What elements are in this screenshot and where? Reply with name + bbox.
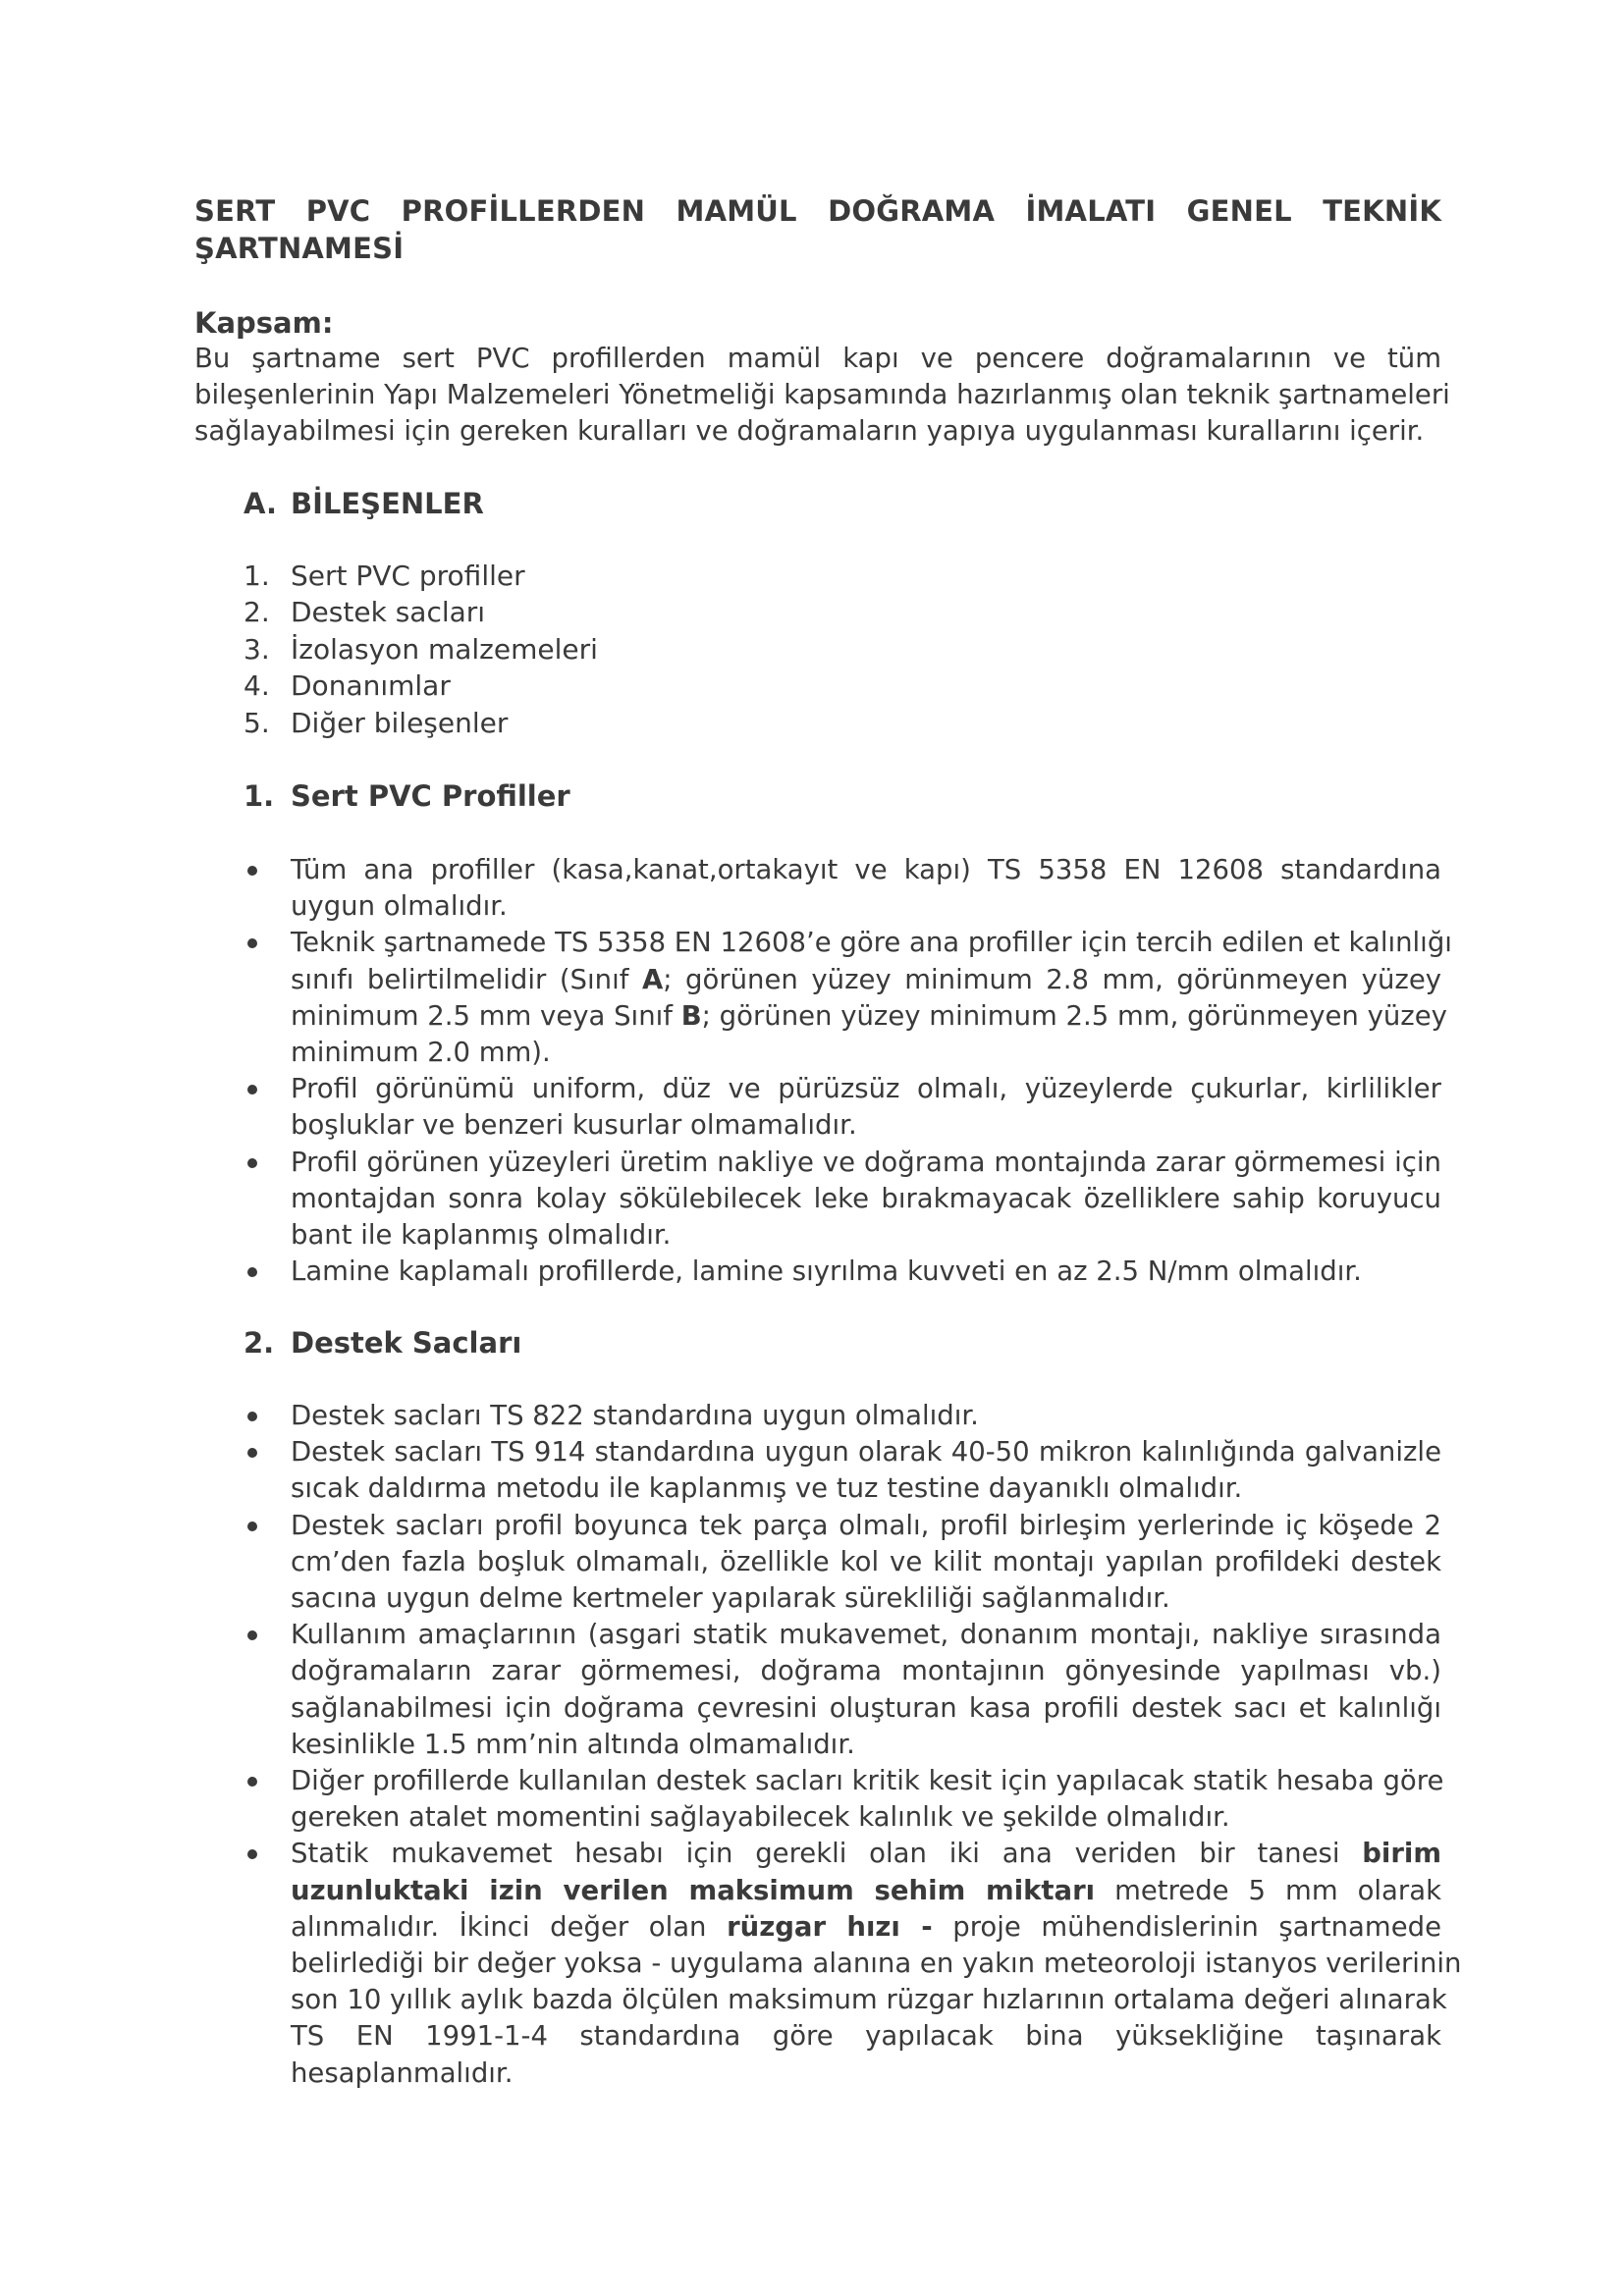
bullet-item bbox=[194, 925, 1452, 1071]
bullet-line: montajdan sonra kolay sökülebilecek leke bırakmayacak özelliklere sahip koruyucu bbox=[291, 1182, 1441, 1214]
bullet-item bbox=[194, 852, 1441, 925]
list-number: 3. bbox=[244, 632, 270, 666]
list-label: Destek sacları bbox=[291, 596, 486, 629]
section-1-title: Sert PVC Profiller bbox=[291, 779, 570, 813]
bullet-icon bbox=[247, 1412, 257, 1421]
list-label: İzolasyon malzemeleri bbox=[291, 632, 598, 666]
list-item bbox=[244, 705, 598, 741]
scope-paragraph bbox=[194, 341, 1450, 450]
section-1-heading bbox=[244, 777, 570, 815]
bullet-line: Destek sacları TS 914 standardına uygun olarak 40-50 mikron kalınlığında galvanizle bbox=[291, 1436, 1441, 1468]
bullet-item bbox=[194, 1617, 1441, 1763]
bullet-item bbox=[194, 1254, 1441, 1290]
bullet-item bbox=[194, 1434, 1441, 1507]
bullet-line: Destek sacları profil boyunca tek parça olmalı, profil birleşim yerlerinde iç köşede 2 bbox=[291, 1509, 1441, 1541]
list-item bbox=[244, 558, 598, 594]
document-title bbox=[194, 192, 1441, 267]
bullet-line: uygun olmalıdır. bbox=[291, 890, 508, 923]
section-a-number: A. bbox=[244, 487, 277, 520]
section-a-title: BİLEŞENLER bbox=[291, 487, 484, 520]
bullet-line: Destek sacları TS 822 standardına uygun olmalıdır. bbox=[291, 1400, 979, 1431]
list-item bbox=[244, 631, 598, 667]
list-number: 1. bbox=[244, 560, 270, 592]
bullet-item bbox=[194, 1071, 1441, 1144]
bullet-line: alınmalıdır. İkinci değer olan rüzgar hızı - proje mühendislerinin şartnamede bbox=[291, 1910, 1441, 1943]
bullet-line: sağlanabilmesi için doğrama çevresini oluşturan kasa profili destek sacı et kalınlığı bbox=[291, 1691, 1441, 1724]
bullet-line: gereken atalet momentini sağlayabilecek kalınlık ve şekilde olmalıdır. bbox=[291, 1801, 1230, 1834]
bullet-icon bbox=[247, 1267, 257, 1277]
components-list bbox=[244, 558, 598, 741]
bullet-line: hesaplanmalıdır. bbox=[291, 2056, 514, 2089]
section-a-heading bbox=[244, 485, 484, 522]
list-number: 2. bbox=[244, 596, 270, 629]
bullet-line: Diğer profillerde kullanılan destek sacları kritik kesit için yapılacak statik hesaba göre bbox=[291, 1765, 1444, 1797]
bullet-line: Profil görünümü uniform, düz ve pürüzsüz olmalı, yüzeylerde çukurlar, kirlilikler bbox=[291, 1073, 1441, 1105]
bullet-line: cm’den fazla boşluk olmamalı, özellikle kol ve kilit montajı yapılan profildeki destek bbox=[291, 1545, 1441, 1577]
bullet-line: sınıfı belirtilmelidir (Sınıf A; görünen yüzey minimum 2.8 mm, görünmeyen yüzey bbox=[291, 963, 1442, 995]
bullet-line: Profil görünen yüzeyleri üretim nakliye ve doğrama montajında zarar görmemesi için bbox=[291, 1146, 1441, 1178]
bullet-line: minimum 2.0 mm). bbox=[291, 1037, 551, 1069]
bullet-icon bbox=[247, 938, 257, 948]
bullet-line: doğramaların zarar görmemesi, doğrama montajının gönyesinde yapılması vb.) bbox=[291, 1655, 1441, 1687]
section-2-heading bbox=[244, 1324, 521, 1362]
section-2-bullets bbox=[194, 1398, 1462, 2092]
bullet-line: TS EN 1991-1-4 standardına göre yapılacak bina yüksekliğine taşınarak bbox=[291, 2020, 1441, 2053]
bullet-icon bbox=[247, 1849, 257, 1859]
bullet-icon bbox=[247, 1522, 257, 1531]
list-label: Sert PVC profiller bbox=[291, 560, 525, 592]
scope-line: bileşenlerinin Yapı Malzemeleri Yönetmeliği kapsamında hazırlanmış olan teknik şartnameleri bbox=[194, 379, 1450, 410]
bullet-icon bbox=[247, 1777, 257, 1787]
bullet-line: sacına uygun delme kertmeler yapılarak sürekliliği sağlanmalıdır. bbox=[291, 1582, 1170, 1615]
bullet-line: Tüm ana profiller (kasa,kanat,ortakayıt ve kapı) TS 5358 EN 12608 standardına bbox=[291, 854, 1441, 885]
scope-line: sağlayabilmesi için gereken kuralları ve doğramaların yapıya uygulanması kurallarını içerir. bbox=[194, 415, 1425, 447]
section-1-number: 1. bbox=[244, 779, 275, 813]
section-2-number: 2. bbox=[244, 1326, 275, 1360]
scope-heading: Kapsam: bbox=[194, 306, 334, 340]
bullet-item bbox=[194, 1763, 1444, 1836]
list-number: 5. bbox=[244, 706, 270, 739]
bullet-line: belirlediği bir değer yoksa - uygulama alanına en yakın meteoroloji istanyos verilerinin bbox=[291, 1948, 1462, 1980]
bullet-icon bbox=[247, 866, 257, 876]
bullet-line: minimum 2.5 mm veya Sınıf B; görünen yüzey minimum 2.5 mm, görünmeyen yüzey bbox=[291, 999, 1447, 1032]
bullet-line: Teknik şartnamede TS 5358 EN 12608’e göre ana profiller için tercih edilen et kalınlığı bbox=[291, 927, 1452, 959]
scope-line: Bu şartname sert PVC profillerden mamül kapı ve pencere doğramalarının ve tüm bbox=[194, 343, 1441, 374]
bullet-line: sıcak daldırma metodu ile kaplanmış ve tuz testine dayanıklı olmalıdır. bbox=[291, 1472, 1243, 1505]
bullet-item bbox=[194, 1836, 1462, 2091]
bullet-line: boşluklar ve benzeri kusurlar olmamalıdır. bbox=[291, 1109, 857, 1142]
list-label: Donanımlar bbox=[291, 669, 451, 703]
bullet-line: Statik mukavemet hesabı için gerekli olan iki ana veriden bir tanesi birim bbox=[291, 1838, 1441, 1870]
title-line-2: ŞARTNAMESİ bbox=[194, 232, 405, 265]
list-item bbox=[244, 594, 598, 630]
bullet-line: son 10 yıllık aylık bazda ölçülen maksimum rüzgar hızlarının ortalama değeri alınarak bbox=[291, 1984, 1447, 2016]
list-item bbox=[244, 667, 598, 704]
bullet-icon bbox=[247, 1630, 257, 1640]
bullet-line: kesinlikle 1.5 mm’nin altında olmamalıdır. bbox=[291, 1728, 855, 1760]
bullet-item bbox=[194, 1508, 1441, 1618]
bullet-item bbox=[194, 1398, 1441, 1434]
title-line-1: SERT PVC PROFİLLERDEN MAMÜL DOĞRAMA İMALATI GENEL TEKNİK bbox=[194, 194, 1441, 228]
section-1-bullets bbox=[194, 852, 1452, 1290]
list-number: 4. bbox=[244, 669, 270, 703]
bullet-icon bbox=[247, 1448, 257, 1458]
section-2-title: Destek Sacları bbox=[291, 1326, 522, 1360]
bullet-item bbox=[194, 1145, 1441, 1255]
bullet-line: Kullanım amaçlarının (asgari statik mukavemet, donanım montajı, nakliye sırasında bbox=[291, 1619, 1441, 1651]
bullet-line: bant ile kaplanmış olmalıdır. bbox=[291, 1219, 672, 1252]
bullet-line: uzunluktaki izin verilen maksimum sehim miktarı metrede 5 mm olarak bbox=[291, 1874, 1441, 1906]
bullet-icon bbox=[247, 1158, 257, 1168]
list-label: Diğer bileşenler bbox=[291, 706, 509, 739]
bullet-icon bbox=[247, 1085, 257, 1095]
bullet-line: Lamine kaplamalı profillerde, lamine sıyrılma kuvveti en az 2.5 N/mm olmalıdır. bbox=[291, 1255, 1362, 1288]
